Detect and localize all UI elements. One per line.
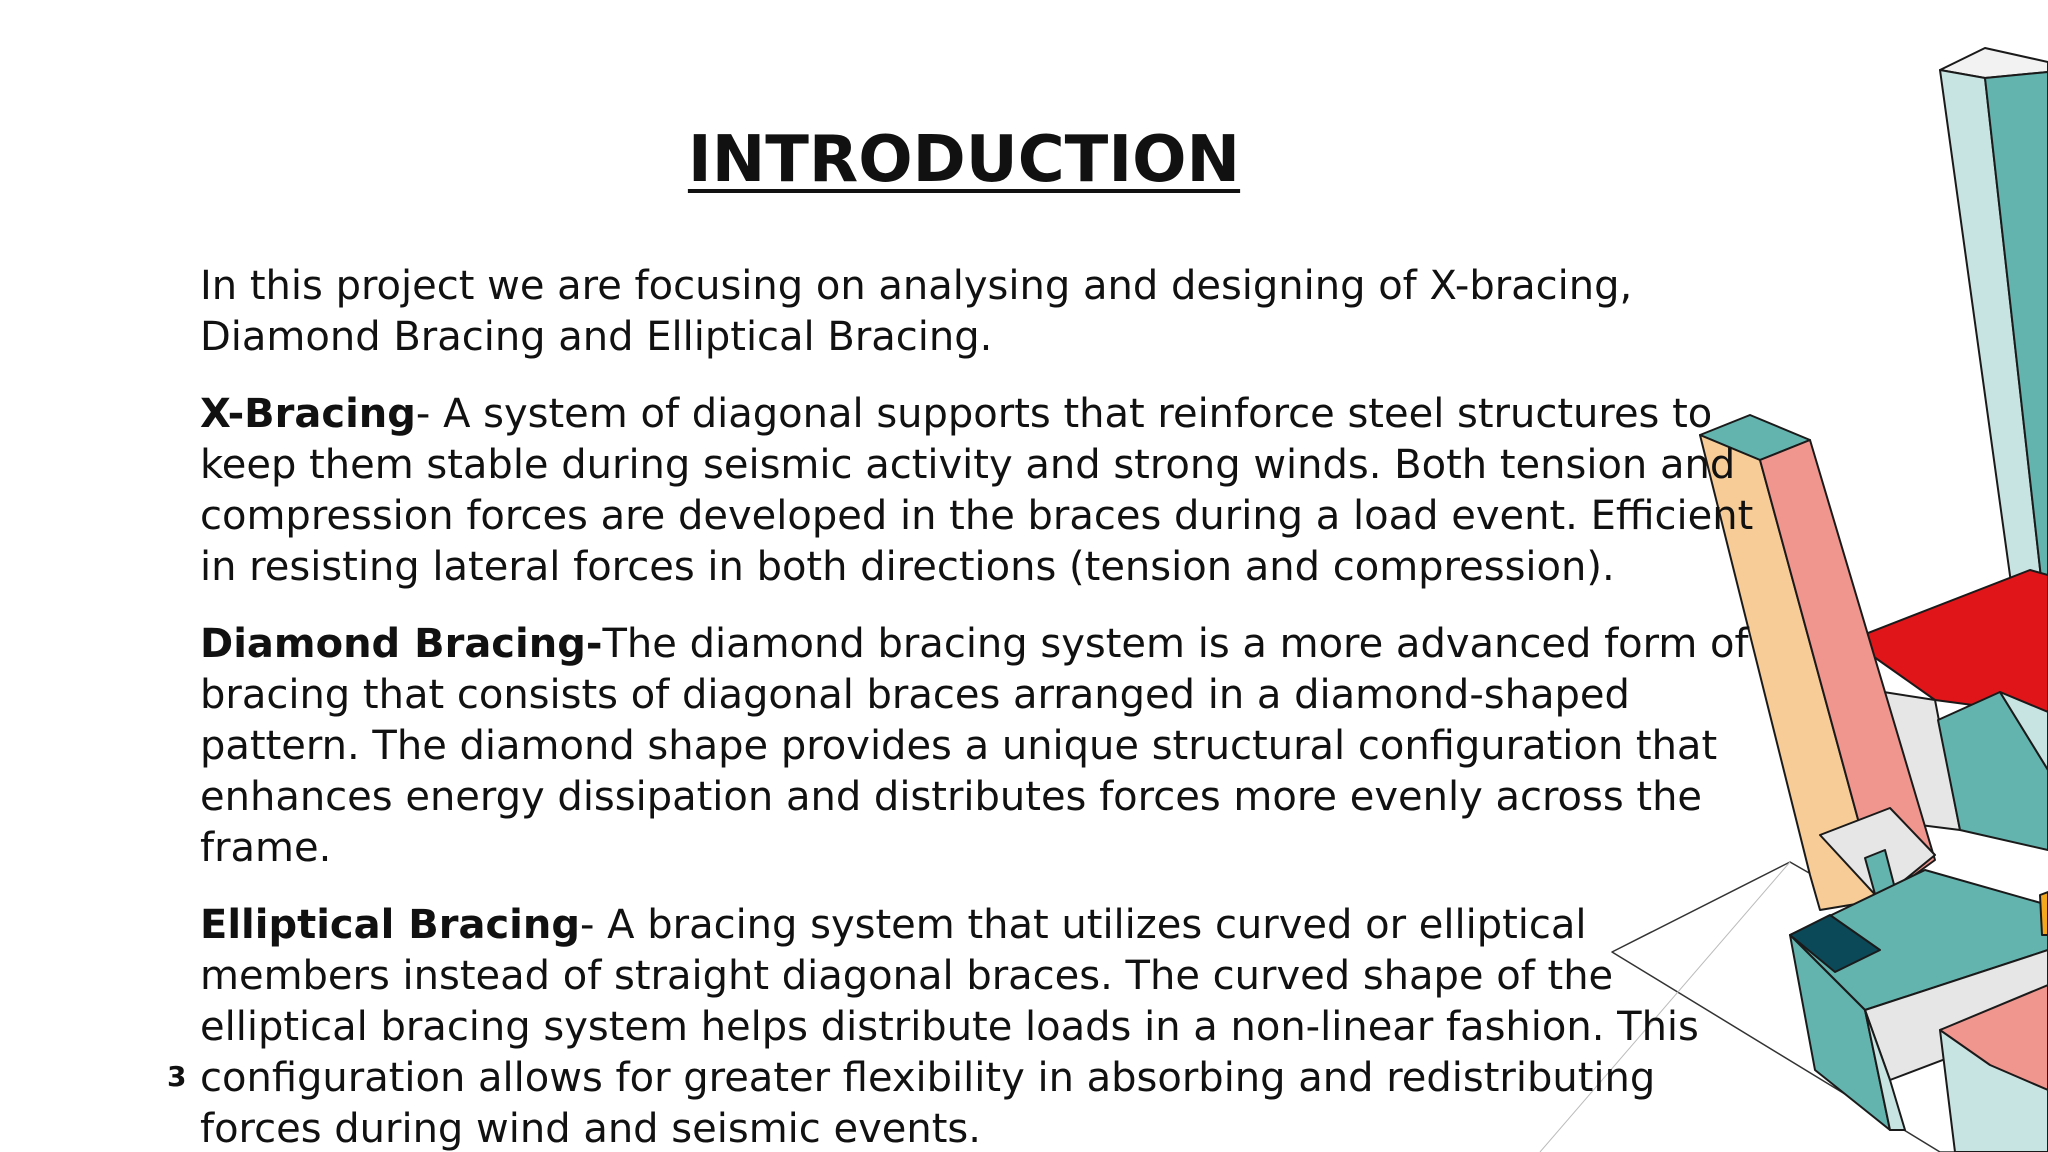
diamond-bracing-text: The diamond bracing system is a more advanced form of bracing that consists of diagonal braces arranged in a diamond-shaped pattern. The diamond shape provides a unique structural configuration that enhances energy dissipation and distributes forces more evenly across the frame. (200, 621, 1749, 871)
intro-paragraph (200, 261, 1760, 363)
elliptical-bracing-paragraph (200, 900, 1760, 1152)
diamond-bracing-paragraph (200, 619, 1760, 874)
x-bracing-paragraph (200, 389, 1760, 593)
x-bracing-text: - A system of diagonal supports that reinforce steel structures to keep them stable during seismic activity and strong winds. Both tension and compression forces are developed in the braces during a load event. Efficient in resisting lateral forces in both directions (tension and compression). (200, 391, 1754, 590)
intro-text: In this project we are focusing on analysing and designing of X-bracing, Diamond Bracing and Elliptical Bracing. (200, 263, 1633, 360)
slide-title: INTRODUCTION (687, 123, 1241, 197)
x-bracing-term: X-Bracing (200, 391, 416, 437)
diamond-bracing-term: Diamond Bracing- (200, 621, 603, 667)
page-number: 3 (167, 1060, 187, 1093)
orange-accent (2040, 892, 2048, 935)
slide-body (200, 261, 1760, 1152)
elliptical-bracing-text: - A bracing system that utilizes curved or elliptical members instead of straight diagonal braces. The curved shape of the elliptical bracing system helps distribute loads in a non-linear fashion. This configuration allows for greater flexibility in absorbing and redistributing forces during wind and seismic events. (200, 902, 1699, 1152)
elliptical-bracing-term: Elliptical Bracing (200, 902, 580, 948)
